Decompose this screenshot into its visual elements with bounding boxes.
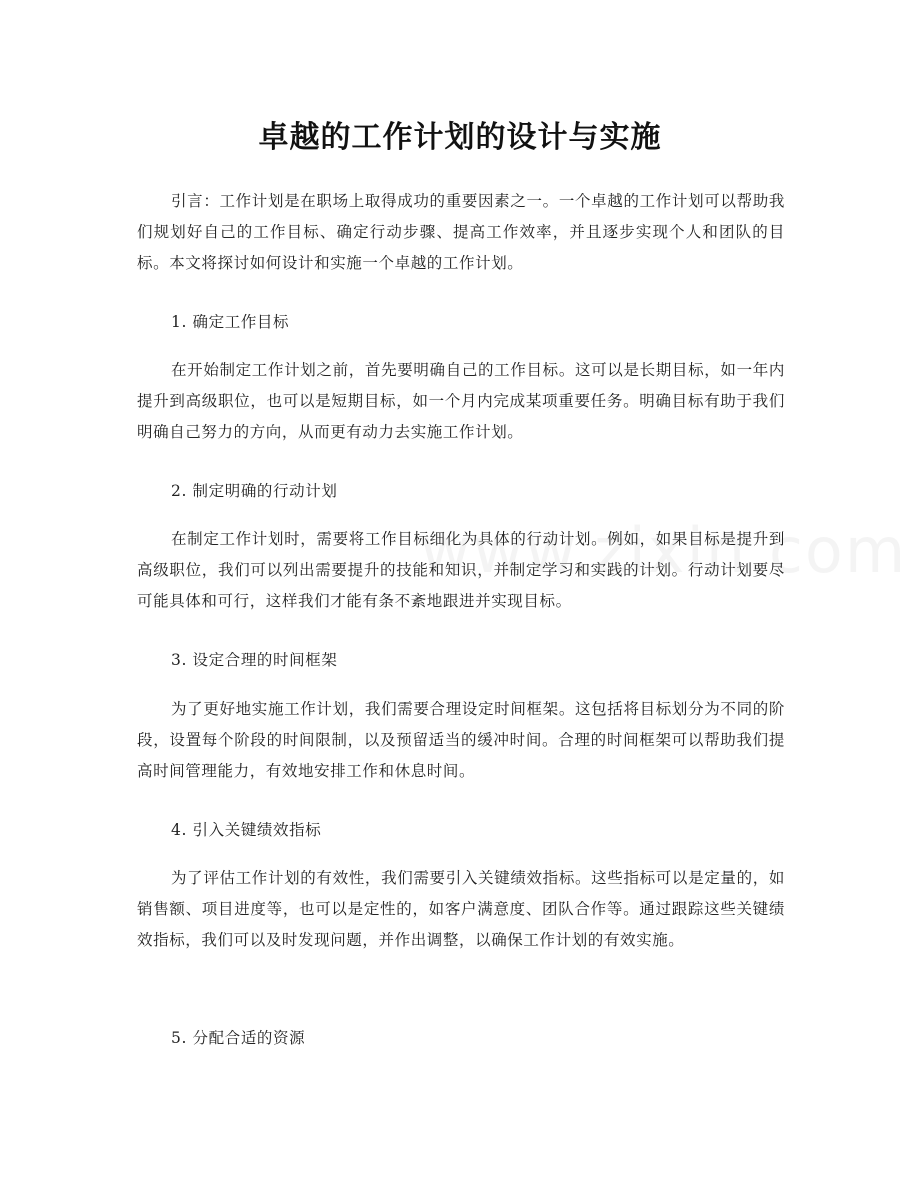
intro-paragraph: 引言：工作计划是在职场上取得成功的重要因素之一。一个卓越的工作计划可以帮助我们规划好自己的工作目标、确定行动步骤、提高工作效率，并且逐步实现个人和团队的目标。本文将探讨如何设计和实施一个卓越的工作计划。 <box>137 192 785 272</box>
section-body-2: 在制定工作计划时，需要将工作目标细化为具体的行动计划。例如，如果目标是提升到高级职位，我们可以列出需要提升的技能和知识，并制定学习和实践的计划。行动计划要尽可能具体和可行，这样我们才能有条不紊地跟进并实现目标。 <box>137 530 785 610</box>
section-heading-4: 4. 引入关键绩效指标 <box>171 821 322 839</box>
document-title: 卓越的工作计划的设计与实施 <box>258 120 662 155</box>
section-heading-2: 2. 制定明确的行动计划 <box>171 482 338 500</box>
section-body-1: 在开始制定工作计划之前，首先要明确自己的工作目标。这可以是长期目标，如一年内提升到高级职位，也可以是短期目标，如一个月内完成某项重要任务。明确目标有助于我们明确自己努力的方向，从而更有动力去实施工作计划。 <box>137 361 785 441</box>
section-heading-3: 3. 设定合理的时间框架 <box>171 651 338 669</box>
section-body-3: 为了更好地实施工作计划，我们需要合理设定时间框架。这包括将目标划分为不同的阶段，设置每个阶段的时间限制，以及预留适当的缓冲时间。合理的时间框架可以帮助我们提高时间管理能力，有效地安排工作和休息时间。 <box>137 700 785 780</box>
section-heading-5: 5. 分配合适的资源 <box>171 1029 306 1047</box>
section-body-4: 为了评估工作计划的有效性，我们需要引入关键绩效指标。这些指标可以是定量的，如销售额、项目进度等，也可以是定性的，如客户满意度、团队合作等。通过跟踪这些关键绩效指标，我们可以及时发现问题，并作出调整，以确保工作计划的有效实施。 <box>137 869 785 949</box>
section-heading-1: 1. 确定工作目标 <box>171 313 290 331</box>
